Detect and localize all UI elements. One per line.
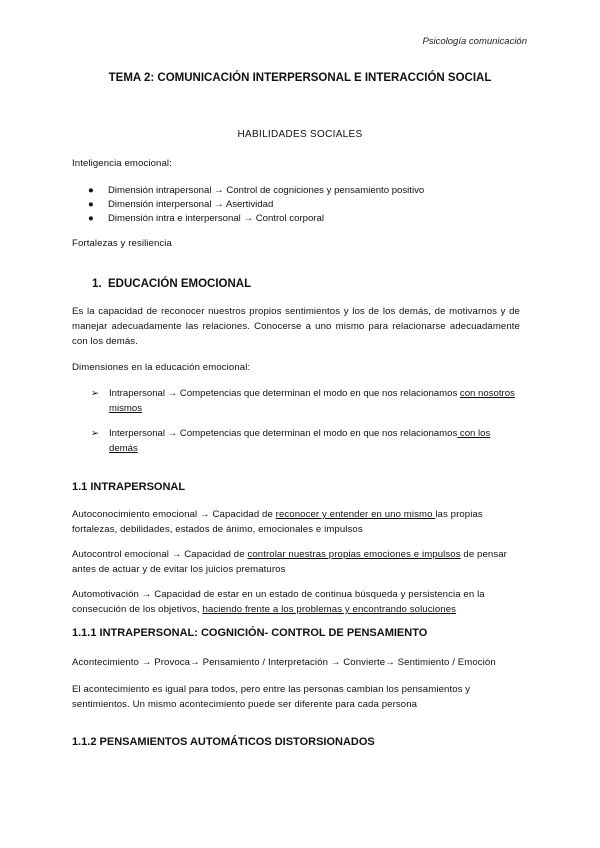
list-item: ● Dimensión interpersonal → Asertividad xyxy=(88,199,274,210)
dimension-item-intrapersonal: ➢ Intrapersonal → Competencias que determinan el modo en que nos relacionamos con nosotros mismos xyxy=(91,388,515,414)
intel-label: Inteligencia emocional: xyxy=(72,158,172,169)
intra-item-automotivacion: Automotivación → Capacidad de estar en un estado de continua búsqueda y persistencia en la consecución de los objetivos, haciendo frente a los problemas y encontrando soluciones xyxy=(72,589,485,615)
sequence-text: Acontecimiento → Provoca→ Pensamiento / Interpretación → Convierte→ Sentimiento / Emoción xyxy=(72,657,496,668)
bullet-icon: ● xyxy=(88,199,94,210)
bullet-icon: ● xyxy=(88,185,94,196)
header-course: Psicología comunicación xyxy=(422,36,527,47)
subtitle: HABILIDADES SOCIALES xyxy=(237,129,363,140)
arrow-bullet-icon: ➢ xyxy=(91,388,100,399)
definition-paragraph: Es la capacidad de reconocer nuestros propios sentimientos y los de los demás, de motivarnos y de manejar adecuadamente las relaciones. Conocerse a uno mismo para relacionarse adecuadamente con los demás. xyxy=(72,306,520,347)
bullet-icon: ● xyxy=(88,213,94,224)
dimensions-label: Dimensiones en la educación emocional: xyxy=(72,362,251,373)
section-heading-1: 1. EDUCACIÓN EMOCIONAL xyxy=(92,278,252,290)
dimension-item-interpersonal: ➢ Interpersonal → Competencias que determinan el modo en que nos relacionamos con los demás xyxy=(91,428,491,454)
intra-item-autoconocimiento: Autoconocimiento emocional → Capacidad de reconocer y entender en uno mismo las propias fortalezas, debilidades, estados de ánimo, emocionales e impulsos xyxy=(72,509,483,535)
intra-item-autocontrol: Autocontrol emocional → Capacidad de controlar nuestras propias emociones e impulsos de pensar antes de actuar y de evitar los juicios prematuros xyxy=(72,549,507,575)
page-title: TEMA 2: COMUNICACIÓN INTERPERSONAL E INTERACCIÓN SOCIAL xyxy=(108,72,492,84)
bullet-list xyxy=(88,184,424,226)
list-item: ● Dimensión intra e interpersonal → Control corporal xyxy=(88,213,324,224)
event-note-paragraph: El acontecimiento es igual para todos, pero entre las personas cambian los pensamientos y sentimientos. Un mismo acontecimiento puede ser diferente para cada persona xyxy=(72,684,471,710)
arrow-bullet-icon: ➢ xyxy=(91,428,100,439)
section-heading-1-1-1: 1.1.1 INTRAPERSONAL: COGNICIÓN- CONTROL DE PENSAMIENTO xyxy=(72,627,428,639)
list-item: ● Dimensión intrapersonal → Control de cogniciones y pensamiento positivo xyxy=(88,185,425,196)
section-heading-1-1-2: 1.1.2 PENSAMIENTOS AUTOMÁTICOS DISTORSIONADOS xyxy=(72,736,375,748)
strengths-text: Fortalezas y resiliencia xyxy=(72,238,172,249)
section-heading-1-1: 1.1 INTRAPERSONAL xyxy=(72,481,186,493)
